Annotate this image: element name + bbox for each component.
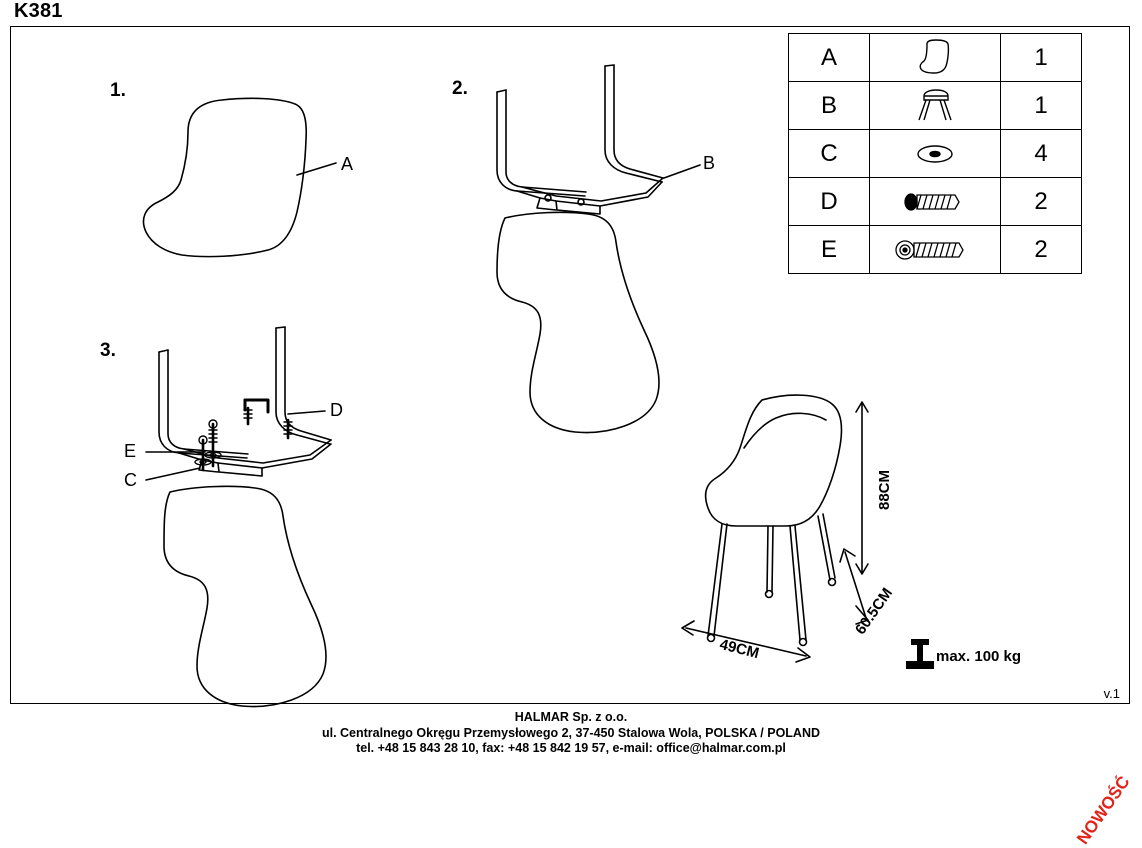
part-letter: A [789, 34, 870, 82]
dimension-height: 88CM [876, 469, 893, 510]
callout-label-d: D [330, 400, 343, 420]
step-number-2: 2. [452, 78, 468, 99]
table-row [789, 226, 1082, 274]
washer-icon [870, 130, 1001, 178]
screw-icon [870, 178, 1001, 226]
footer-company: HALMAR Sp. z o.o. [514, 710, 628, 724]
part-qty: 2 [1001, 226, 1082, 274]
novelty-badge: NOWOŚĆ [1072, 772, 1134, 848]
page-title: K381 [14, 0, 63, 22]
table-row [789, 82, 1082, 130]
parts-table [788, 33, 1082, 274]
table-row [789, 178, 1082, 226]
callout-label-a: A [341, 154, 354, 174]
callout-label-b: B [703, 153, 716, 173]
chair-frame-icon [870, 82, 1001, 130]
chair-seat-icon [870, 34, 1001, 82]
footer-contact: tel. +48 15 843 28 10, fax: +48 15 842 19 57, e-mail: office@halmar.com.pl [356, 741, 786, 755]
footer [0, 710, 1142, 757]
bolt-icon [870, 226, 1001, 274]
table-row [789, 130, 1082, 178]
version-label: v.1 [1103, 686, 1120, 701]
part-letter: B [789, 82, 870, 130]
max-load-label: max. 100 kg [936, 648, 1022, 665]
step-number-1: 1. [110, 80, 126, 101]
dimension-width: 49CM [717, 636, 761, 663]
callout-label-e: E [124, 441, 137, 461]
footer-address: ul. Centralnego Okręgu Przemysłowego 2, 37-450 Stalowa Wola, POLSKA / POLAND [321, 725, 821, 740]
callout-label-c: C [124, 470, 137, 490]
part-letter: C [789, 130, 870, 178]
table-row [789, 34, 1082, 82]
dimension-depth: 60.5CM [852, 584, 897, 638]
part-qty: 2 [1001, 178, 1082, 226]
part-qty: 1 [1001, 82, 1082, 130]
part-letter: D [789, 178, 870, 226]
part-qty: 4 [1001, 130, 1082, 178]
part-letter: E [789, 226, 870, 274]
part-qty: 1 [1001, 34, 1082, 82]
step-number-3: 3. [100, 340, 116, 361]
